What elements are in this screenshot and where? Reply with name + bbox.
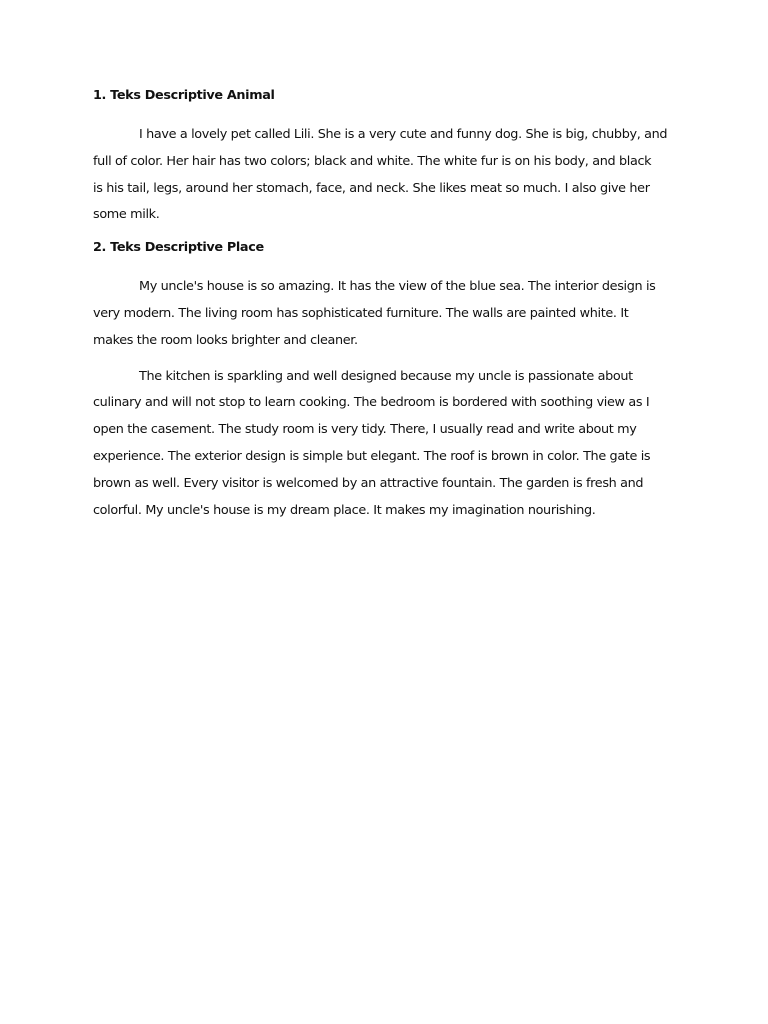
paragraph-place-1 xyxy=(93,274,673,354)
document-content xyxy=(93,86,673,533)
paragraph-line: full of color. Her hair has two colors; black and white. The white fur is on his body, and black xyxy=(93,153,652,169)
paragraph-line: some milk. xyxy=(93,207,160,223)
paragraph-line: open the casement. The study room is very tidy. There, I usually read and write about my xyxy=(93,422,637,438)
paragraph-animal xyxy=(93,122,673,229)
paragraph-line: is his tail, legs, around her stomach, face, and neck. She likes meat so much. I also give her xyxy=(93,180,650,196)
paragraph-line: experience. The exterior design is simple but elegant. The roof is brown in color. The gate is xyxy=(93,448,651,464)
paragraph-line: colorful. My uncle's house is my dream place. It makes my imagination nourishing. xyxy=(93,502,596,518)
paragraph-line: brown as well. Every visitor is welcomed by an attractive fountain. The garden is fresh and xyxy=(93,475,644,491)
paragraph-line: The kitchen is sparkling and well designed because my uncle is passionate about xyxy=(139,368,633,384)
paragraph-line: very modern. The living room has sophisticated furniture. The walls are painted white. It xyxy=(93,305,629,321)
paragraph-line: I have a lovely pet called Lili. She is a very cute and funny dog. She is big, chubby, and xyxy=(139,127,668,142)
paragraph-line: makes the room looks brighter and cleaner. xyxy=(93,332,358,348)
section-heading-place: 2. Teks Descriptive Place xyxy=(93,240,264,256)
paragraph-line: culinary and will not stop to learn cooking. The bedroom is bordered with soothing view as I xyxy=(93,395,650,411)
section-heading-animal: 1. Teks Descriptive Animal xyxy=(93,88,275,103)
paragraph-place-2 xyxy=(93,364,673,525)
paragraph-line: My uncle's house is so amazing. It has the view of the blue sea. The interior design is xyxy=(139,279,656,295)
